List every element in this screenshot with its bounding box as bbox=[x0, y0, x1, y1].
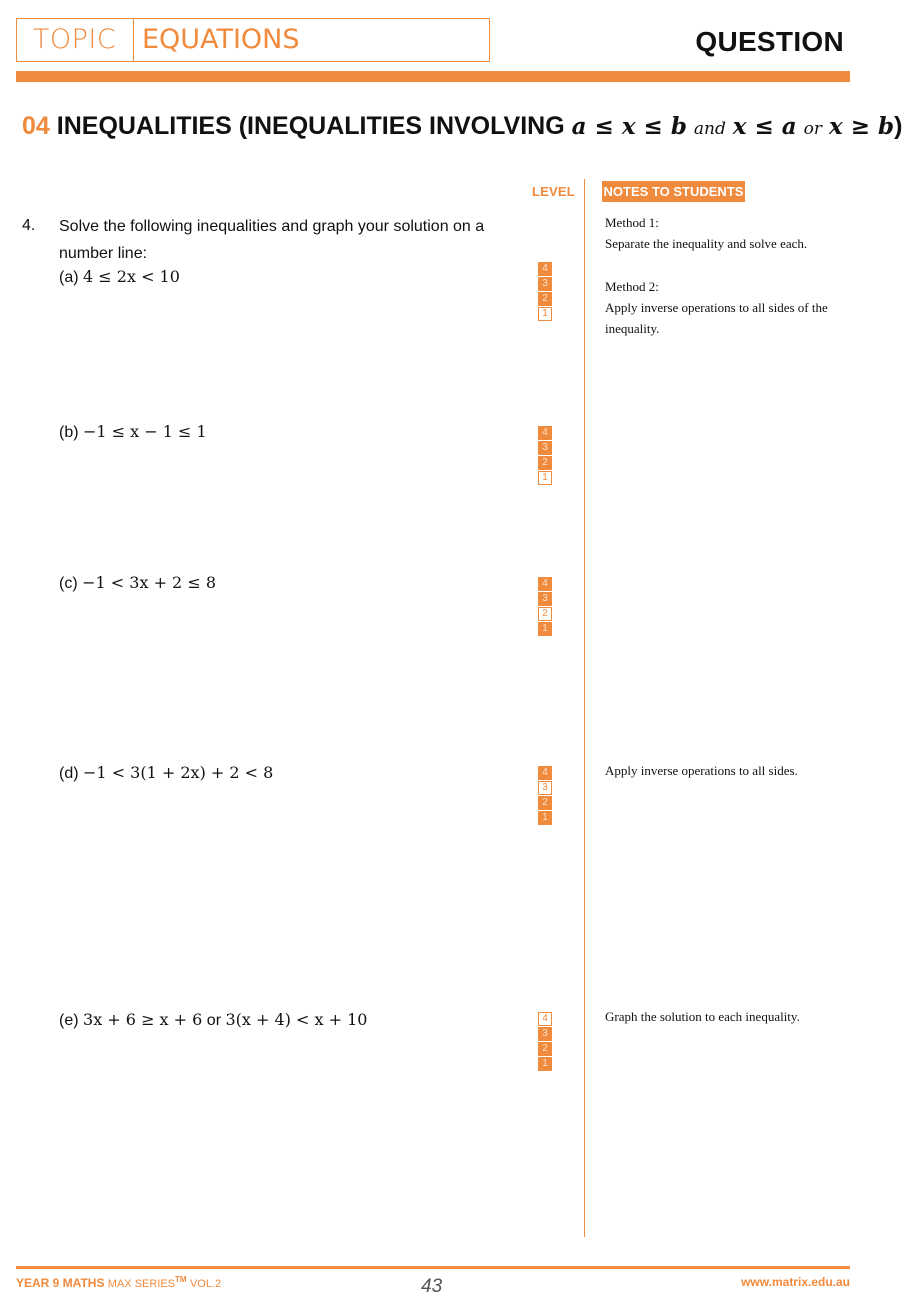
part-d bbox=[59, 761, 273, 786]
level-box-1: 1 bbox=[538, 1057, 552, 1071]
page-number: 43 bbox=[421, 1276, 443, 1297]
title-math-2: x ≤ a bbox=[732, 113, 797, 140]
title-math-1: a ≤ x ≤ b bbox=[571, 113, 687, 140]
part-expression: −1 < 3(1 + 2x) + 2 < 8 bbox=[83, 763, 274, 782]
part-expression-1: 3x + 6 ≥ x + 6 bbox=[83, 1010, 203, 1029]
footer-tm: TM bbox=[175, 1275, 187, 1284]
note-method-1-text: Separate the inequality and solve each. bbox=[605, 236, 808, 251]
page-title bbox=[22, 106, 902, 149]
level-box-2: 2 bbox=[538, 456, 552, 470]
part-expression: 4 ≤ 2x < 10 bbox=[83, 267, 180, 286]
level-box-4: 4 bbox=[538, 766, 552, 780]
level-indicator-e bbox=[538, 1012, 552, 1072]
level-indicator-a bbox=[538, 262, 552, 322]
title-number: 04 bbox=[22, 112, 50, 140]
level-box-4: 4 bbox=[538, 577, 552, 591]
footer-bar bbox=[16, 1266, 850, 1269]
part-b bbox=[59, 420, 207, 445]
topic-value: EQUATIONS bbox=[142, 24, 300, 55]
level-box-4: 4 bbox=[538, 426, 552, 440]
level-indicator-d bbox=[538, 766, 552, 826]
title-text: INEQUALITIES (INEQUALITIES INVOLVING bbox=[56, 112, 565, 140]
level-box-3: 3 bbox=[538, 592, 552, 606]
note-method-2-text: Apply inverse operations to all sides of the inequality. bbox=[605, 300, 828, 336]
footer-volume: VOL.2 bbox=[189, 1278, 222, 1290]
part-label: (d) bbox=[59, 765, 79, 782]
header-bar bbox=[16, 71, 850, 82]
level-box-2: 2 bbox=[538, 292, 552, 306]
part-label: (a) bbox=[59, 269, 79, 286]
part-expression-2: 3(x + 4) < x + 10 bbox=[225, 1010, 368, 1029]
question-stem: Solve the following inequalities and graph your solution on a number line: bbox=[59, 218, 485, 262]
level-box-3: 3 bbox=[538, 441, 552, 455]
title-and: and bbox=[693, 119, 726, 139]
footer-year: YEAR 9 MATHS bbox=[16, 1276, 105, 1290]
footer-series-name: MAX SERIES bbox=[107, 1278, 176, 1290]
part-a bbox=[59, 265, 180, 290]
level-box-2: 2 bbox=[538, 1042, 552, 1056]
question-label: QUESTION bbox=[695, 26, 844, 57]
level-box-1: 1 bbox=[538, 811, 552, 825]
level-box-2: 2 bbox=[538, 607, 552, 621]
title-math-3: x ≥ b bbox=[828, 113, 895, 140]
part-expression: −1 ≤ x − 1 ≤ 1 bbox=[83, 422, 207, 441]
level-box-3: 3 bbox=[538, 277, 552, 291]
level-box-1: 1 bbox=[538, 471, 552, 485]
footer-website: www.matrix.edu.au bbox=[741, 1275, 850, 1289]
part-label: (c) bbox=[59, 575, 78, 592]
note-method-1-title: Method 1: bbox=[605, 215, 659, 230]
notes-header: NOTES TO STUDENTS bbox=[602, 181, 745, 202]
part-expression: −1 < 3x + 2 ≤ 8 bbox=[82, 573, 216, 592]
level-box-1: 1 bbox=[538, 622, 552, 636]
level-indicator-c bbox=[538, 577, 552, 637]
note-part-d: Apply inverse operations to all sides. bbox=[605, 763, 798, 778]
question-number: 4. bbox=[22, 217, 36, 234]
part-e bbox=[59, 1008, 367, 1033]
part-c bbox=[59, 571, 216, 596]
note-part-e: Graph the solution to each inequality. bbox=[605, 1009, 800, 1024]
level-box-3: 3 bbox=[538, 781, 552, 795]
level-indicator-b bbox=[538, 426, 552, 486]
level-box-1: 1 bbox=[538, 307, 552, 321]
title-close: ) bbox=[894, 112, 902, 140]
topic-label: TOPIC bbox=[16, 18, 134, 62]
column-divider bbox=[584, 179, 585, 1237]
part-or: or bbox=[206, 1012, 222, 1029]
note-method-2-title: Method 2: bbox=[605, 279, 659, 294]
level-box-2: 2 bbox=[538, 796, 552, 810]
level-box-4: 4 bbox=[538, 1012, 552, 1026]
level-box-4: 4 bbox=[538, 262, 552, 276]
footer-series bbox=[16, 1275, 221, 1290]
part-label: (e) bbox=[59, 1012, 79, 1029]
part-label: (b) bbox=[59, 424, 79, 441]
level-box-3: 3 bbox=[538, 1027, 552, 1041]
level-label: LEVEL bbox=[532, 184, 575, 199]
title-or: or bbox=[803, 119, 823, 139]
